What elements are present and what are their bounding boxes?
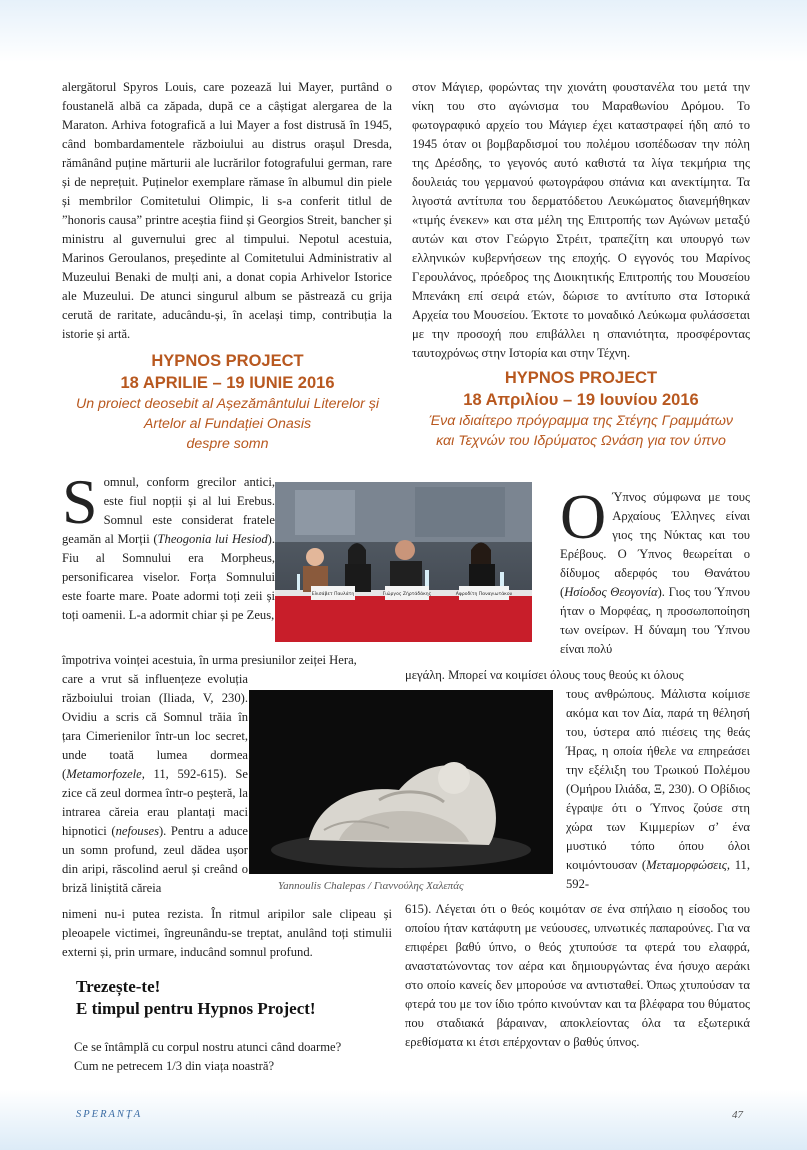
ro-body-part1: Somnul, conform grecilor antici, este fiul nopții și al lui Erebus. Somnul este considerat fratele geamăn al Morții (Theogonia lui Hesiod). Fiu al Somnului era Morpheus, personificarea viselor. Forța Somnului este foarte mare. Poate adormi toți zeii și toți oamenii. L-a adormit chiar și pe Zeus,: [62, 466, 275, 622]
gr-heading-sub2: και Τεχνών του Ιδρύματος Ωνάση για τον ύπνο: [436, 433, 726, 449]
ro-heading-title: HYPNOS PROJECT: [151, 352, 304, 370]
gr-body-line-wide: μεγάλη. Μπορεί να κοιμίσει όλους τους θεούς κι όλους: [405, 668, 684, 682]
header-band: [0, 0, 807, 62]
gr-body-part3: 615). Λέγεται ότι ο θεός κοιμόταν σε ένα σπήλαιο η είσοδος του οποίου ήταν κατάφυτη με νεύουσες, υπνωτικές παπαρούνες. Για να επιφέρει βαθύ ύπνο, ο θεός χτυπούσε τα φτερά του ελαφρά, αναστατώνοντας τον αέρα και δημιουργώντας ένα ήσυχο αεράκι στο οποίο κανείς δεν μπορούσε να αντισταθεί. Όπως χτυπούσαν τα φτερά του με τον ίδιο τρόπο κινούνταν και τα βλέφαρα του θύματος που σταδιακά βάραιναν, αποκλείοντας όλα τα εξωτερικά ερεθίσματα κι έτσι επέρχονταν ο βαθύς ύπνος.: [405, 902, 750, 1049]
footer-band: [0, 1090, 807, 1150]
press-conference-photo: [275, 482, 532, 642]
ro-dropcap: S: [62, 466, 98, 537]
gr-heading-dates: 18 Απριλίου – 19 Ιουνίου 2016: [463, 391, 699, 409]
page-number: 47: [732, 1109, 743, 1121]
sculpture-caption: Yannoulis Chalepas / Γιαννούλης Χαλεπάς: [278, 880, 464, 892]
ro-heading-sub1: Un proiect deosebit al Așezământului Literelor și: [75, 396, 380, 412]
magazine-title: SPERANȚA: [76, 1109, 143, 1120]
ro-body-line-wide: împotriva voinței acestuia, în urma presiunilor zeiței Hera,: [62, 653, 357, 667]
gr-heading-title: HYPNOS PROJECT: [504, 369, 658, 387]
name-card-3: Αφροδίτη Παναγιωτάκου: [455, 592, 513, 597]
wake-up-heading: Trezește-te! E timpul pentru Hypnos Project!: [76, 977, 316, 1018]
ro-heading-sub3: despre somn: [186, 436, 269, 452]
ro-intro-text: alergătorul Spyros Louis, care pozează lui Mayer, purtând o foustanelă albă ca zăpada, după ce a câștigat alergarea de la Maraton. Arhiva fotografică a lui Mayer a fost distrusă în 1945, când bombardamentele războiului au distrus orașul Dresda, rămânând puține mărturii ale lucrărilor fotografului german, rare și de neprețuit. Puținelor exemplare rămase în albumul din piele și membrilor Comitetului Olimpic, li s-a conferit titlul de ”honoris causa” printre aceștia fiind și Georgios Streit, bancher și ministru al guvernului grec al timpului. Nepotul acestuia, Marinos Geroulanos, președinte al Comitetului Administrativ al Muzeului Benaki de mulți ani, a donat copia Arhivelor Istorice ale Muzeului. De atunci singurul album se păstrează cu grija cerută de raritate, aducându-și, în același timp, contribuția la istorie și artă.: [62, 80, 392, 341]
gr-body-part1: Ο Ύπνος σύμφωνα με τους Αρχαίους Έλληνες είναι γιος της Νύκτας και του Ερέβους. Ο Ύπνος θεωρείται ο δίδυμος αδερφός του Θανάτου (Ησίοδος Θεογονία). Γιος του Ύπνου ήταν ο Μορφέας, η προσωποποίηση των ονείρων. Η δύναμη του Ύπνου είναι πολύ: [560, 481, 750, 656]
ro-questions: Ce se întâmplă cu corpul nostru atunci când doarme? Cum ne petrecem 1/3 din viața noastră?: [74, 1040, 342, 1073]
gr-dropcap: Ο: [560, 481, 607, 552]
ro-body-part3: nimeni nu-i putea rezista. În ritmul aripilor sale clipeau și pleoapele victimei, îngreunându-se treptat, anulând toți stimulii externi și, prin urmare, inducând somnul profund.: [62, 907, 392, 959]
ro-event-heading: [60, 350, 395, 454]
gr-heading-sub1: Ένα ιδιαίτερο πρόγραμμα της Στέγης Γραμμάτων: [428, 413, 734, 429]
gr-body-part2: τους ανθρώπους. Μάλιστα κοίμισε ακόμα και τον Δία, παρά τη θέλησή του, ύστερα από πιέσεις της θεάς Ήρας, η οποία ήθελε να επηρεάσει την εξέλιξη του Τρωικού Πολέμου (Ομήρου Ιλιάδα, Ξ, 230). Ο Οβίδιος έγραψε ότι ο Ύπνος ζούσε στη χώρα των Κιμμερίων σ’ ένα μυστικό τόπο όπου όλοι κοιμόντουσαν (Μεταμορφώσεις, 11, 592-: [566, 687, 750, 891]
ro-heading-sub2: Artelor al Fundației Onasis: [143, 416, 312, 432]
gr-intro-text: στον Μάγιερ, φορώντας την χιονάτη φουστανέλα του μετά την νίκη του στο αγώνισμα του Μαραθωνίου Δρόμου. Το φωτογραφικό αρχείο του Μάγιερ έχει καταστραφεί ήδη από το 1945 όταν οι βομβαρδισμοί του πολέμου ισοπέδωσαν την πόλη της Δρέσδης, το γεγονός αυτό καθιστά τα λίγα τεκμήρια της δουλειάς του γερμανού φωτογράφου σπάνια και ανεκτίμητα. Τα λιγοστά αντίτυπα του δερματόδετου Λευκώματος διανεμήθηκαν «τιμής ένεκεν» και στα μέλη της Επιτροπής των Αγώνων μεταξύ αυτών και στον Γεώργιο Στρέιτ, τραπεζίτη και υπουργό των ελληνικών κυβερνήσεων της εποχής. Ο εγγονός του Μαρίνος Γερουλάνος, πρόεδρος της Διοικητικής Επιτροπής του Μουσείου Μπενάκη επί σειρά ετών, δώρισε το αντίτυπο στα Ιστορικά Αρχεία του Μουσείου. Έκτοτε το μοναδικό Λεύκωμα φυλάσσεται με την προσοχή που επιβάλλει η σπανιότητα, προσφέροντας ταυτοχρόνως στην Ιστορία και στην Τέχνη.: [412, 80, 750, 360]
ro-body-part2: care a vrut să influențeze evoluția războiului troian (Iliada, V, 230). Ovidiu a scris că Somnul trăia în țara Cimerienilor într-un loc secret, unde toată lumea dormea (Metamorfozele, 11, 592-615). Se zice că zeul dormea într-o peșteră, la intrarea căreia erau plantați maci hipnotici (nefouses). Pentru a aduce un somn profund, zeul dădea ușor din aripi, răscolind aerul și creând o briză liniștită căreia: [62, 672, 248, 895]
name-card-2: Γιώργος Ζήρτάδάκης: [382, 592, 432, 597]
name-card-1: Ελισάβετ Παυλάτη: [311, 592, 355, 597]
ro-heading-dates: 18 APRILIE – 19 IUNIE 2016: [120, 374, 335, 392]
gr-event-heading: [410, 367, 752, 451]
sculpture-photo: [249, 690, 553, 874]
